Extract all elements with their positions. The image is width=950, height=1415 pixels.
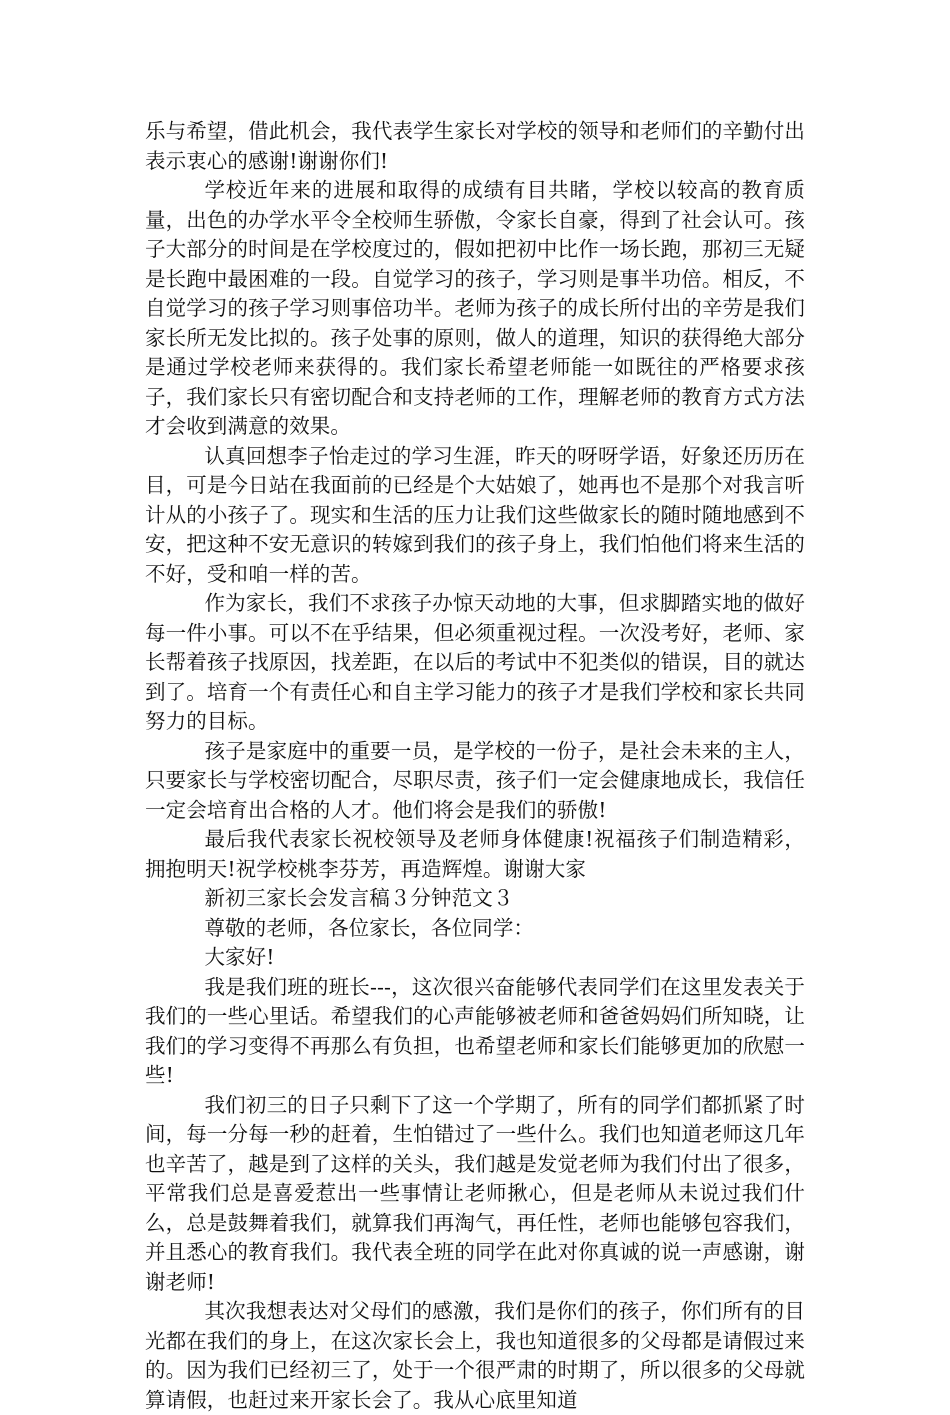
paragraph: 孩子是家庭中的重要一员，是学校的一份子，是社会未来的主人，只要家长与学校密切配合，尽职尽责，孩子们一定会健康地成长，我信任一定会培育出合格的人才。他们将会是我们的骄傲! bbox=[145, 738, 805, 822]
greeting: 大家好! bbox=[204, 945, 275, 969]
paragraph: 认真回想李子怡走过的学习生涯，昨天的呀呀学语，好象还历历在目，可是今日站在我面前的已经是个大姑娘了，她再也不是那个对我言听计从的小孩子了。现实和生活的压力让我们这些做家长的随时随地感到不安，把这种不安无意识的转嫁到我们的孩子身上，我们怕他们将来生活的不好，受和咱一样的苦。 bbox=[145, 443, 805, 586]
paragraph: 最后我代表家长祝校领导及老师身体健康!祝福孩子们制造精彩，拥抱明天!祝学校桃李芬芳，再造辉煌。谢谢大家 bbox=[145, 827, 805, 881]
paragraph: 我是我们班的班长---，这次很兴奋能够代表同学们在这里发表关于我们的一些心里话。希望我们的心声能够被老师和爸爸妈妈们所知晓，让我们的学习变得不再那么有负担，也希望老师和家长们能够更加的欣慰一些! bbox=[145, 974, 805, 1087]
paragraph: 乐与希望，借此机会，我代表学生家长对学校的领导和老师们的辛勤付出表示衷心的感谢!谢谢你们! bbox=[145, 119, 805, 173]
paragraph: 其次我想表达对父母们的感激，我们是你们的孩子，你们所有的目光都在我们的身上，在这次家长会上，我也知道很多的父母都是请假过来的。因为我们已经初三了，处于一个很严肃的时期了，所以很多的父母就算请假，也赶过来开家长会了。我从心底里知道 bbox=[145, 1299, 805, 1412]
salutation: 尊敬的老师，各位家长，各位同学： bbox=[204, 915, 535, 940]
paragraph: 作为家长，我们不求孩子办惊天动地的大事，但求脚踏实地的做好每一件小事。可以不在乎结果，但必须重视过程。一次没考好，老师、家长帮着孩子找原因，找差距，在以后的考试中不犯类似的错误，目的就达到了。培育一个有责任心和自主学习能力的孩子才是我们学校和家长共同努力的目标。 bbox=[145, 591, 805, 733]
paragraph: 我们初三的日子只剩下了这一个学期了，所有的同学们都抓紧了时间，每一分每一秒的赶着，生怕错过了一些什么。我们也知道老师这几年也辛苦了，越是到了这样的关头，我们越是发觉老师为我们付出了很多，平常我们总是喜爱惹出一些事情让老师揪心，但是老师从未说过我们什么，总是鼓舞着我们，就算我们再淘气，再任性，老师也能够包容我们，并且悉心的教育我们。我代表全班的同学在此对你真诚的说一声感谢，谢谢老师! bbox=[145, 1092, 805, 1294]
paragraph: 学校近年来的进展和取得的成绩有目共睹，学校以较高的教育质量，出色的办学水平令全校师生骄傲，令家长自豪，得到了社会认可。孩子大部分的时间是在学校度过的，假如把初中比作一场长跑，那初三无疑是长跑中最困难的一段。自觉学习的孩子，学习则是事半功倍。相反，不自觉学习的孩子学习则事倍功半。老师为孩子的成长所付出的辛劳是我们家长所无发比拟的。孩子处事的原则，做人的道理，知识的获得绝大部分是通过学校老师来获得的。我们家长希望老师能一如既往的严格要求孩子，我们家长只有密切配合和支持老师的工作，理解老师的教育方式方法才会收到满意的效果。 bbox=[145, 178, 805, 438]
document-body bbox=[145, 117, 805, 1415]
section-heading: 新初三家长会发言稿３分钟范文３ bbox=[204, 886, 514, 910]
